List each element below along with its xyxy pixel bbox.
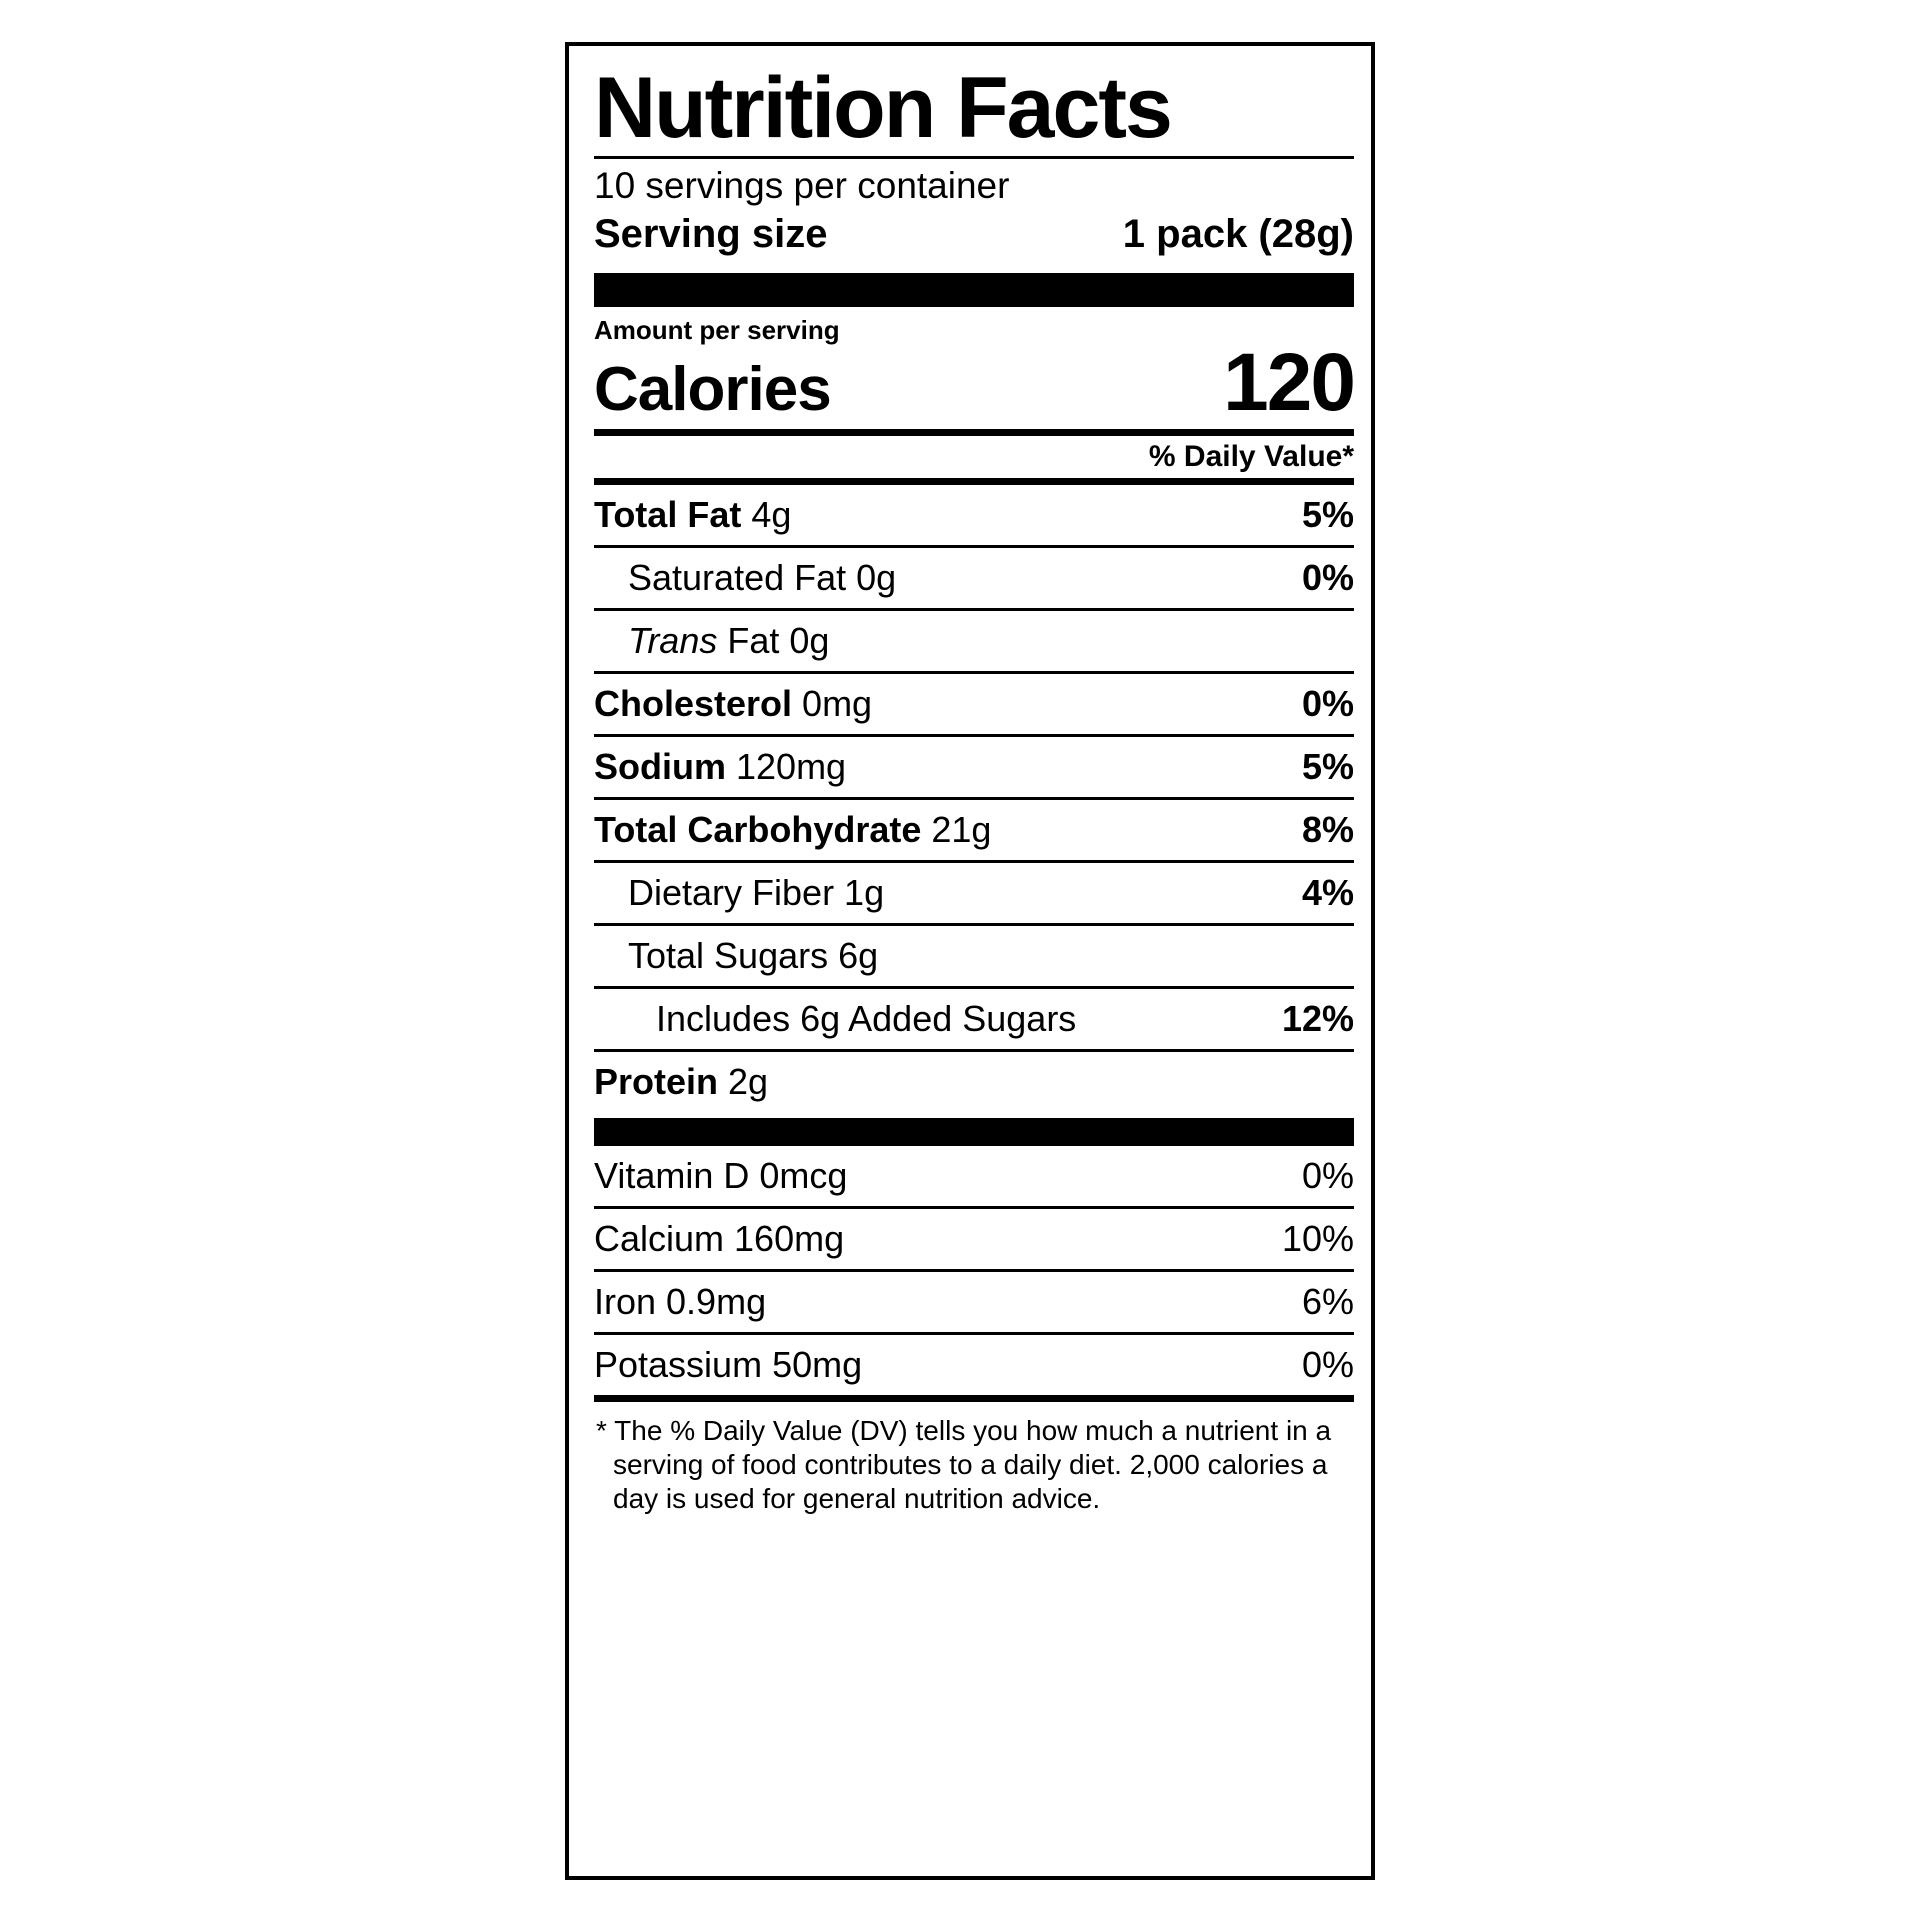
divider-under-calories — [594, 429, 1354, 436]
row-dietary-fiber — [594, 860, 1354, 923]
divider-above-footnote — [594, 1395, 1354, 1402]
row-cholesterol-dv: 0% — [1301, 682, 1354, 724]
row-total-sugars — [594, 923, 1354, 986]
row-sodium-label — [594, 746, 846, 788]
row-cholesterol-name: Cholesterol — [594, 682, 793, 724]
serving-size-value: 1 pack (28g) — [1122, 211, 1354, 256]
servings-per-container: 10 servings per container — [594, 165, 1010, 207]
row-trans-fat-rest: Fat 0g — [717, 619, 830, 661]
row-vitamin-d-label: Vitamin D 0mcg — [594, 1154, 848, 1196]
row-trans-fat-label — [594, 620, 829, 662]
row-added-sugars — [594, 986, 1354, 1049]
row-saturated-fat-label: Saturated Fat 0g — [628, 556, 897, 598]
divider-thick-top — [594, 273, 1354, 307]
row-dietary-fiber-dv: 4% — [1301, 871, 1354, 913]
row-cholesterol-label — [594, 683, 872, 725]
nutrition-facts-label — [565, 42, 1375, 1880]
row-total-fat-label — [594, 494, 791, 536]
row-protein — [594, 1049, 1354, 1112]
row-iron — [594, 1269, 1354, 1332]
row-saturated-fat — [594, 545, 1354, 608]
row-total-fat-name: Total Fat — [594, 493, 742, 535]
row-total-fat-dv: 5% — [1301, 493, 1354, 535]
row-sodium — [594, 734, 1354, 797]
amount-per-serving-label: Amount per serving — [594, 314, 840, 345]
row-trans-fat-italic: Trans — [628, 619, 718, 661]
row-dietary-fiber-label: Dietary Fiber 1g — [628, 871, 885, 913]
row-iron-dv: 6% — [1301, 1280, 1354, 1322]
row-total-carbohydrate-dv: 8% — [1301, 808, 1354, 850]
row-iron-label: Iron 0.9mg — [594, 1280, 767, 1322]
row-saturated-fat-dv: 0% — [1301, 556, 1354, 598]
daily-value-header: % Daily Value* — [1148, 439, 1354, 473]
label-title: Nutrition Facts — [594, 60, 1171, 156]
row-potassium — [594, 1332, 1354, 1395]
row-potassium-dv: 0% — [1301, 1343, 1354, 1385]
row-cholesterol-amount: 0mg — [792, 682, 873, 724]
calories-label: Calories — [594, 354, 831, 424]
row-total-carbohydrate-amount: 21g — [921, 808, 992, 850]
row-total-sugars-label: Total Sugars 6g — [628, 934, 879, 976]
row-added-sugars-dv: 12% — [1281, 997, 1354, 1039]
nutrient-table — [594, 478, 1354, 1112]
row-protein-label — [594, 1061, 768, 1103]
serving-size-row — [594, 210, 1354, 265]
row-calcium-label: Calcium 160mg — [594, 1217, 845, 1259]
row-added-sugars-label: Includes 6g Added Sugars — [656, 997, 1077, 1039]
vitamins-table — [594, 1146, 1354, 1395]
row-protein-name: Protein — [594, 1060, 719, 1102]
row-calcium — [594, 1206, 1354, 1269]
row-trans-fat — [594, 608, 1354, 671]
calories-value: 120 — [1223, 336, 1354, 428]
row-total-fat-amount: 4g — [741, 493, 792, 535]
row-cholesterol — [594, 671, 1354, 734]
row-vitamin-d-dv: 0% — [1301, 1154, 1354, 1196]
label-inner — [594, 60, 1354, 1516]
daily-value-footnote: * The % Daily Value (DV) tells you how much a nutrient in a serving of food contributes to a daily diet. 2,000 calories a day is used for general nutrition advice. — [596, 1414, 1332, 1515]
row-sodium-name: Sodium — [594, 745, 726, 787]
row-sodium-dv: 5% — [1301, 745, 1354, 787]
row-calcium-dv: 10% — [1281, 1217, 1354, 1259]
divider-thick-vitamins — [594, 1118, 1354, 1146]
calories-row — [594, 336, 1354, 429]
row-potassium-label: Potassium 50mg — [594, 1343, 863, 1385]
row-total-carbohydrate — [594, 797, 1354, 860]
row-total-fat — [594, 478, 1354, 545]
serving-size-label: Serving size — [594, 211, 828, 256]
row-total-carbohydrate-label — [594, 809, 991, 851]
row-protein-amount: 2g — [718, 1060, 769, 1102]
row-sodium-amount: 120mg — [726, 745, 847, 787]
row-vitamin-d — [594, 1146, 1354, 1206]
row-total-carbohydrate-name: Total Carbohydrate — [594, 808, 922, 850]
